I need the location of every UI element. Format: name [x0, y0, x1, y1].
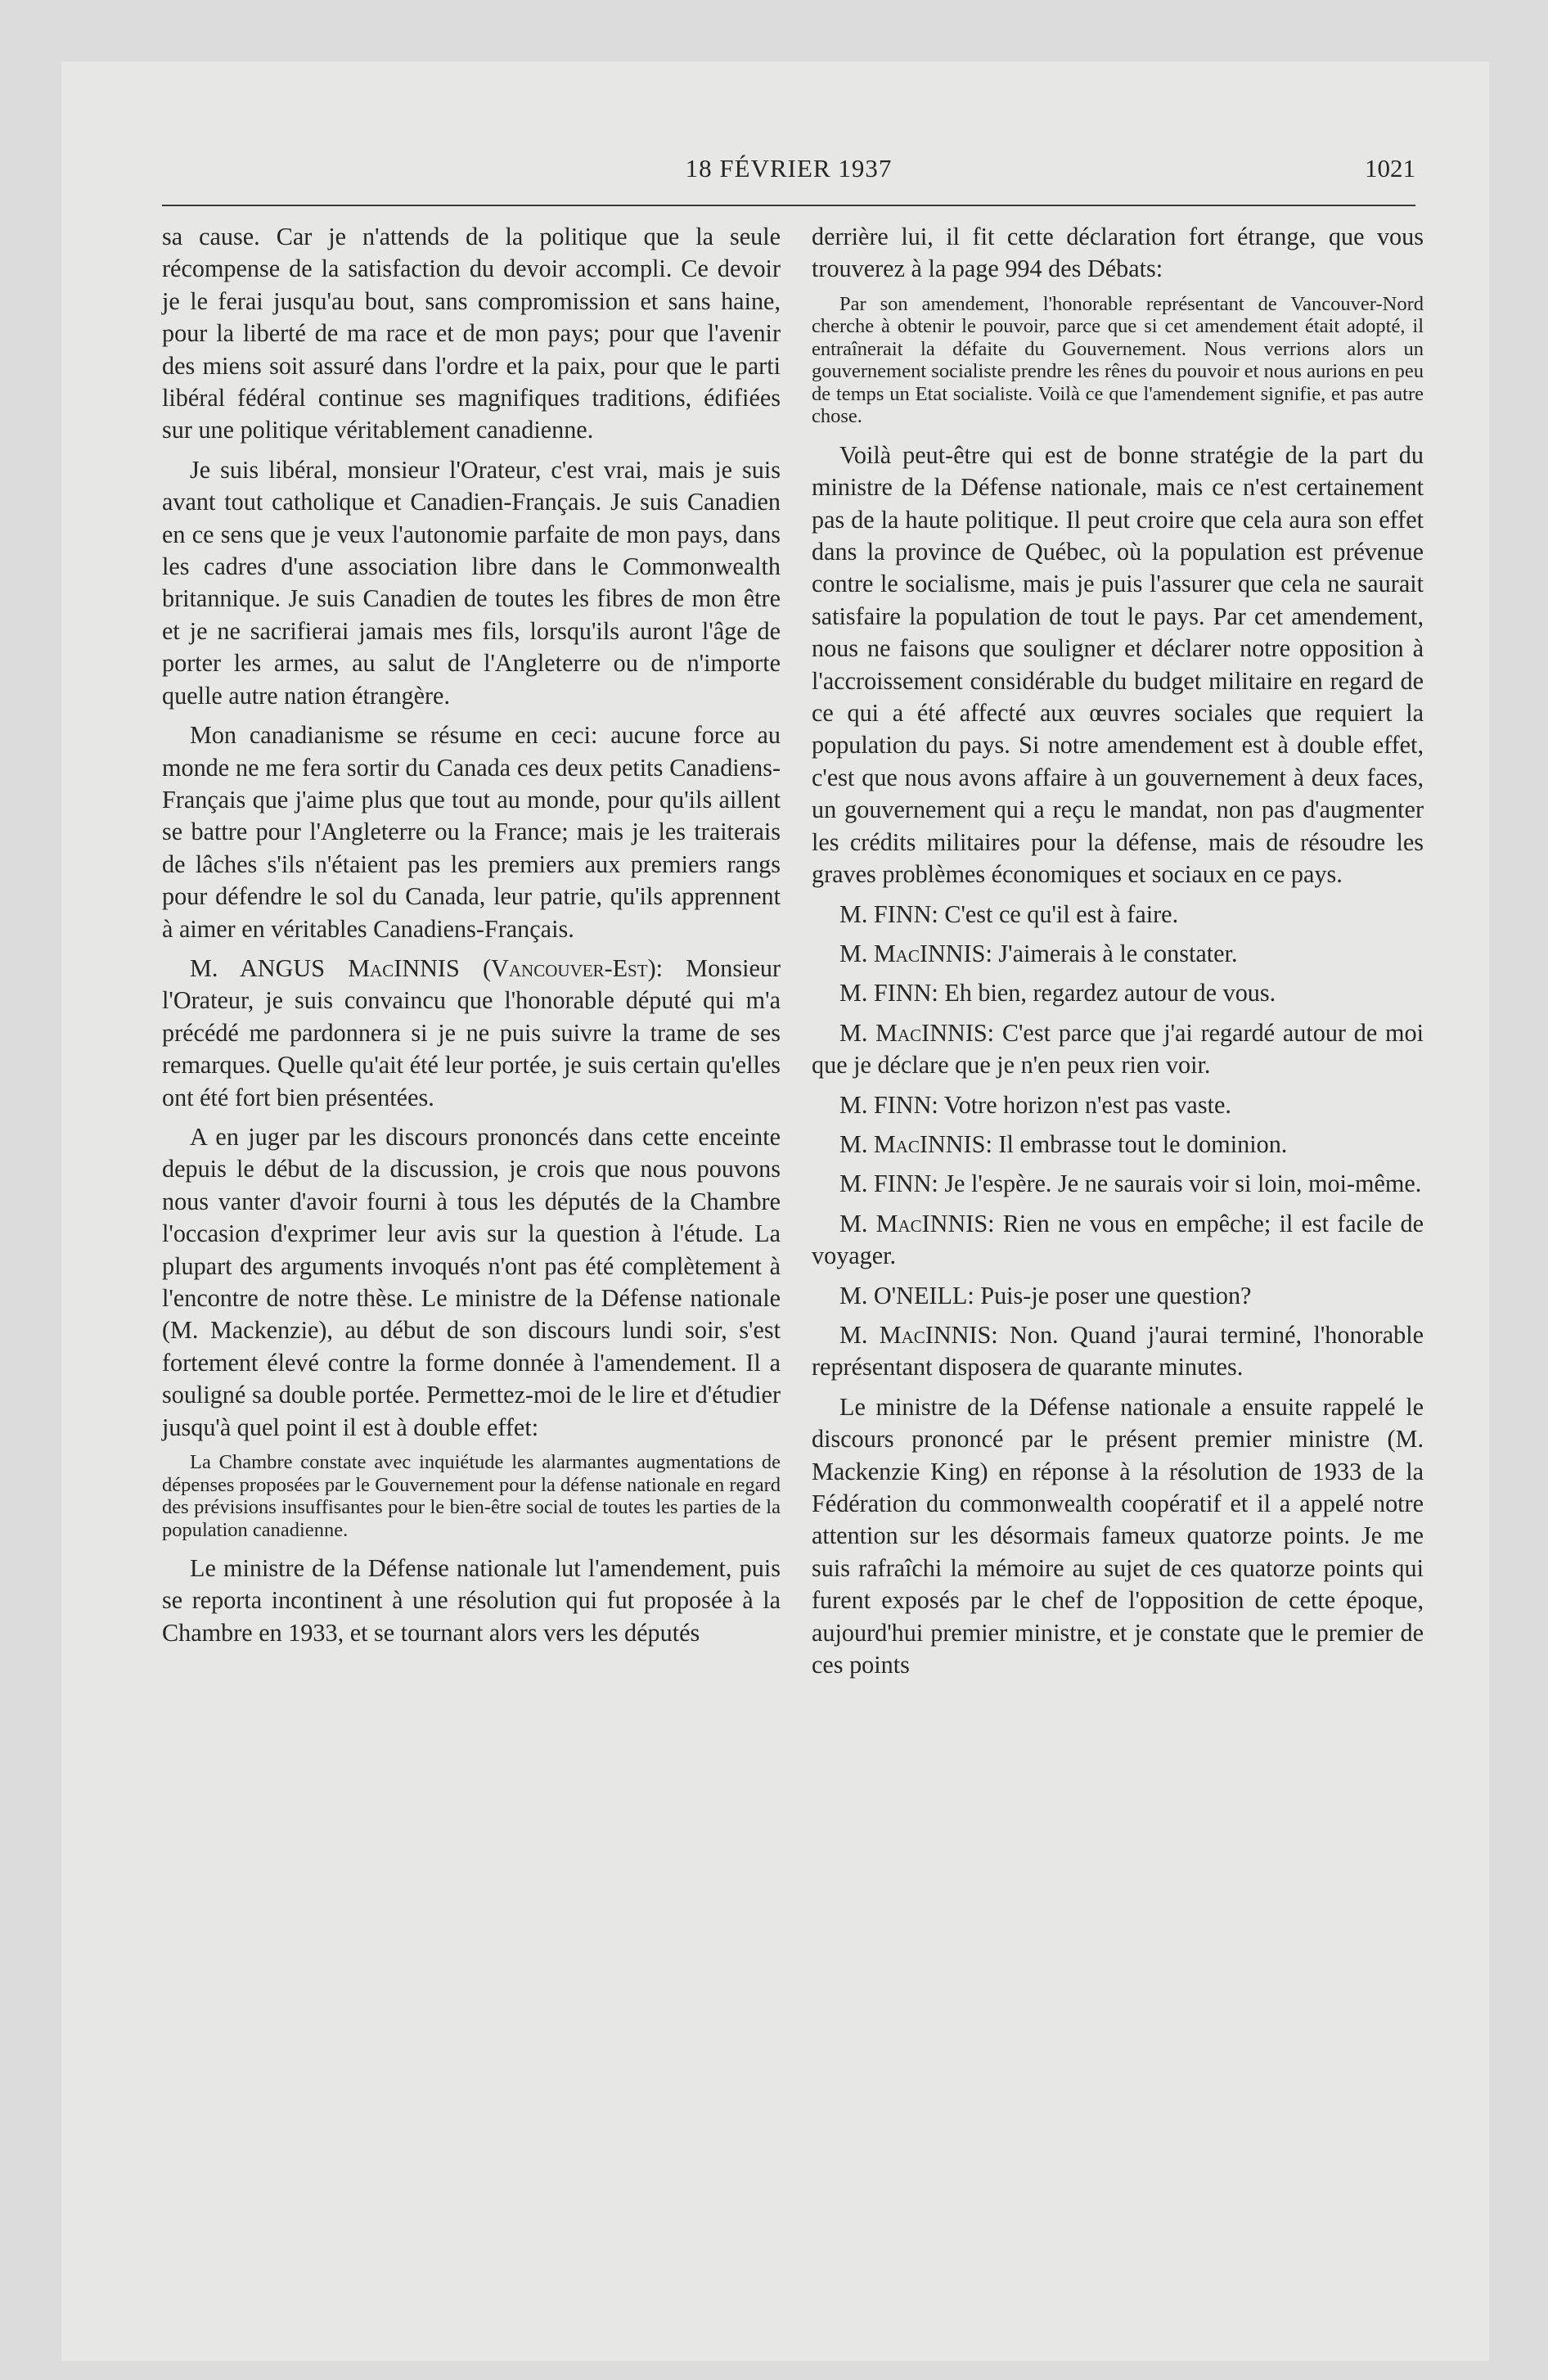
- speech-text: Monsieur l'Orateur, je suis convaincu que l'honorable député qui m'a précédé me pardonnera si je ne puis suivre la trame de ses remarques. Quelle qu'ait été leur portée, je suis certain qu'elles ont été fort bien présentées.: [162, 953, 781, 1111]
- speech-text: Eh bien, regardez autour de vous.: [944, 979, 1276, 1007]
- page-header: [162, 146, 1415, 195]
- speaker-name: M. FINN:: [839, 1090, 938, 1119]
- exchange-line: [812, 1208, 1424, 1273]
- speech-text: Non. Quand j'aurai terminé, l'honorable représentant disposera de quarante minutes.: [812, 1320, 1424, 1382]
- exchange-line: [812, 1280, 1424, 1312]
- speaker-name: M. FINN:: [839, 1170, 938, 1198]
- exchange-line: [812, 899, 1424, 931]
- speech-text: Il embrasse tout le dominion.: [998, 1129, 1288, 1158]
- speech-text: C'est parce que j'ai regardé autour de moi que je déclare que je n'en peux rien voir.: [812, 1018, 1424, 1080]
- left-column: [162, 221, 781, 1657]
- speaker-name: M. MacINNIS:: [839, 1209, 995, 1237]
- speech-paragraph: [162, 953, 781, 1114]
- exchange-line: [812, 938, 1424, 970]
- speech-text: J'aimerais à le constater.: [998, 939, 1238, 967]
- speech-text: Votre horizon n'est pas vaste.: [943, 1090, 1231, 1119]
- paragraph: Je suis libéral, monsieur l'Orateur, c'est vrai, mais je suis avant tout catholique et Canadien-Français. Je suis Canadien en ce sens que je veux l'autonomie parfaite de mon pays, dans les cadres d'une association libre dans le Commonwealth britannique. Je suis Canadien de toutes les fibres de mon être et je ne sacrifierai jamais mes fils, lorsqu'ils auront l'âge de porter les armes, au salut de l'Angleterre ou de n'importe quelle autre nation étrangère.: [162, 455, 781, 710]
- speech-text: Puis-je poser une question?: [980, 1281, 1252, 1309]
- speaker-name: M. FINN:: [839, 899, 938, 928]
- exchange-line: [812, 1129, 1424, 1161]
- speaker-name: M. ANGUS MacINNIS (Vancouver-Est):: [190, 953, 664, 982]
- speaker-name: M. MacINNIS:: [839, 1320, 998, 1349]
- speech-text: C'est ce qu'il est à faire.: [944, 899, 1179, 928]
- exchange-line: [812, 977, 1424, 1009]
- paragraph: Voilà peut-être qui est de bonne stratégie de la part du ministre de la Défense nationale, mais ce n'est certainement pas de la haute politique. Il peut croire que cela aura son effet dans la province de Québec, où la population est prévenue contre le socialisme, mais je puis l'assurer que cela ne saurait satisfaire la population de tout le pays. Par cet amendement, nous ne faisons que souligner et déclarer notre opposition à l'accroissement considérable du budget militaire en regard de ce qui a été affecté aux œuvres sociales que requiert la population du pays. Si notre amendement est à double effet, c'est que nous avons affaire à un gouvernement à deux faces, un gouvernement qui a reçu le mandat, non pas d'augmenter les crédits militaires pour la défense, mais de résoudre les graves problèmes économiques et sociaux en ce pays.: [812, 440, 1424, 889]
- paragraph: Mon canadianisme se résume en ceci: aucune force au monde ne me fera sortir du Canada ces deux petits Canadiens-Français que j'aime plus que tout au monde, pour qu'ils aillent se battre pour l'Angleterre ou la France; mais je les traiterais de lâches s'ils n'étaient pas les premiers aux premiers rangs pour défendre le sol du Canada, leur patrie, qu'ils apprennent à aimer en véritables Canadiens-Français.: [162, 721, 781, 943]
- paragraph: Le ministre de la Défense nationale a ensuite rappelé le discours prononcé par le présent premier ministre (M. Mackenzie King) en réponse à la résolution de 1933 de la Fédération du commonwealth coopératif et il a appelé notre attention sur les désormais fameux quatorze points. Je me suis rafraîchi la mémoire au sujet de ces quatorze points qui furent exposés par le chef de l'opposition de cette époque, aujourd'hui premier ministre, et je constate que le premier de ces points: [812, 1392, 1424, 1679]
- speaker-name: M. MacINNIS:: [839, 1129, 992, 1158]
- paragraph: derrière lui, il fit cette déclaration fort étrange, que vous trouverez à la page 994 des Débats:: [812, 223, 1424, 283]
- exchange-line: [812, 1319, 1424, 1384]
- block-quote: La Chambre constate avec inquiétude les alarmantes augmentations de dépenses proposées par le Gouvernement pour la défense nationale en regard des prévisions insuffisantes pour le bien-être social de toutes les parties de la population canadienne.: [162, 1451, 781, 1541]
- speech-text: Rien ne vous en empêche; il est facile de voyager.: [812, 1209, 1424, 1270]
- exchange-line: [812, 1168, 1424, 1200]
- exchange-line: [812, 1017, 1424, 1082]
- right-column: [812, 221, 1424, 1688]
- exchange-line: [812, 1089, 1424, 1121]
- speaker-name: M. MacINNIS:: [839, 939, 992, 967]
- header-rule: [162, 205, 1415, 206]
- speaker-name: M. FINN:: [839, 979, 938, 1007]
- paragraph: sa cause. Car je n'attends de la politique que la seule récompense de la satisfaction du devoir accompli. Ce devoir je le ferai jusqu'au bout, sans compromission et sans haine, pour la liberté de ma race et de mon pays; pour que l'avenir des miens soit assuré dans l'ordre et la paix, pour que le parti libéral fédéral continue ses magnifiques traditions, édifiées sur une politique véritablement canadienne.: [162, 223, 781, 444]
- paragraph: Le ministre de la Défense nationale lut l'amendement, puis se reporta incontinent à une résolution qui fut proposée à la Chambre en 1933, et se tournant alors vers les députés: [162, 1554, 781, 1647]
- page-date: 18 FÉVRIER 1937: [685, 154, 893, 183]
- speech-text: Je l'espère. Je ne saurais voir si loin, moi-même.: [944, 1170, 1422, 1198]
- speaker-name: M. O'NEILL:: [839, 1281, 974, 1309]
- paragraph: A en juger par les discours prononcés dans cette enceinte depuis le début de la discussion, je crois que nous pouvons nous vanter d'avoir fourni à tous les députés de la Chambre l'occasion d'exprimer leur avis sur la question à l'étude. La plupart des arguments invoqués n'ont pas été complètement à l'encontre de notre thèse. Le ministre de la Défense nationale (M. Mackenzie), au début de son discours lundi soir, s'est fortement élevé contre la forme donnée à l'amendement. Il a souligné sa double portée. Permettez-moi de le lire et d'étudier jusqu'à quel point il est à double effet:: [162, 1122, 781, 1441]
- speaker-name: M. MacINNIS:: [839, 1018, 995, 1047]
- block-quote: Par son amendement, l'honorable représentant de Vancouver-Nord cherche à obtenir le pouvoir, parce que si cet amendement était adopté, il entraînerait la défaite du Gouvernement. Nous verrions alors un gouvernement socialiste prendre les rênes du pouvoir et nous aurions en peu de temps un Etat socialiste. Voilà ce que l'amendement signifie, et pas autre chose.: [812, 292, 1424, 428]
- page-number: 1021: [1365, 154, 1415, 183]
